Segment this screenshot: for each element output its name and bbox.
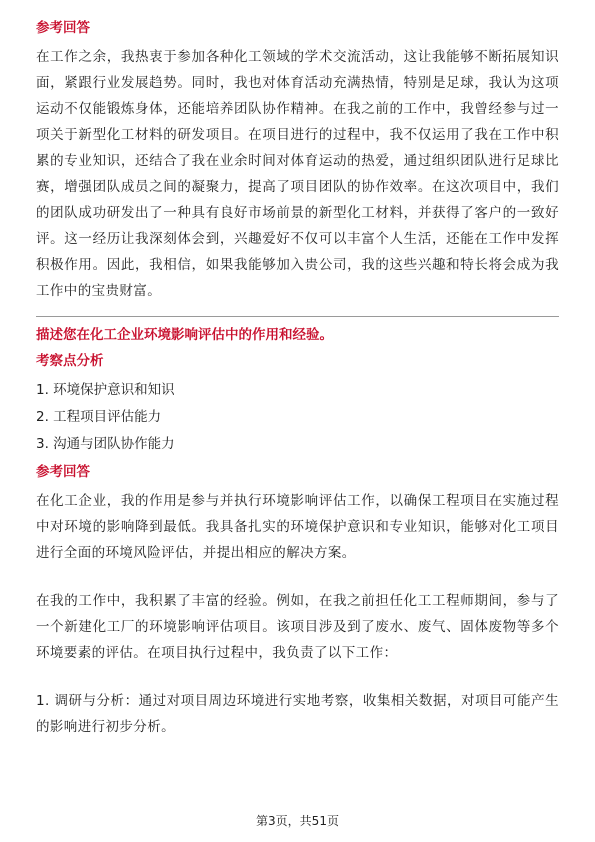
- analysis-heading: 考察点分析: [36, 353, 104, 369]
- answer-paragraph-1: 在化工企业，我的作用是参与并执行环境影响评估工作，以确保工程项目在实施过程中对环境的影响降到最低。我具备扎实的环境保护意识和专业知识，能够对化工项目进行全面的环境风险评估，并提出相应的解决方案。: [36, 493, 559, 561]
- section-divider: [36, 316, 559, 317]
- analysis-item-1: 1. 环境保护意识和知识: [36, 382, 175, 398]
- answer-paragraph-3: 1. 调研与分析：通过对项目周边环境进行实地考察，收集相关数据，对项目可能产生的影响进行初步分析。: [36, 693, 559, 735]
- analysis-item-3: 3. 沟通与团队协作能力: [36, 436, 175, 452]
- interview-question: 描述您在化工企业环境影响评估中的作用和经验。: [36, 327, 333, 343]
- analysis-item-2: 2. 工程项目评估能力: [36, 409, 162, 425]
- reference-answer-paragraph: 在工作之余，我热衷于参加各种化工领域的学术交流活动，这让我能够不断拓展知识面，紧跟行业发展趋势。同时，我也对体育活动充满热情，特别是足球，我认为这项运动不仅能锻炼身体，还能培养团队协作精神。在我之前的工作中，我曾经参与过一项关于新型化工材料的研发项目。在项目进行的过程中，我不仅运用了我在工作中积累的专业知识，还结合了我在业余时间对体育运动的热爱，通过组织团队进行足球比赛，增强团队成员之间的凝聚力，提高了项目团队的协作效率。在这次项目中，我们的团队成功研发出了一种具有良好市场前景的新型化工材料，并获得了客户的一致好评。这一经历让我深刻体会到，兴趣爱好不仅可以丰富个人生活，还能在工作中发挥积极作用。因此，我相信，如果我能够加入贵公司，我的这些兴趣和特长将会成为我工作中的宝贵财富。: [36, 49, 559, 299]
- analysis-list: [36, 377, 559, 458]
- answer-paragraph-2: 在我的工作中，我积累了丰富的经验。例如，在我之前担任化工工程师期间，参与了一个新建化工厂的环境影响评估项目。该项目涉及到了废水、废气、固体废物等多个环境要素的评估。在项目执行过程中，我负责了以下工作：: [36, 593, 559, 661]
- reference-answer-heading-2: 参考回答: [36, 464, 90, 480]
- reference-answer-heading: 参考回答: [36, 20, 90, 36]
- page-number: 第3页，共51页: [256, 814, 339, 828]
- page-content: [36, 18, 559, 740]
